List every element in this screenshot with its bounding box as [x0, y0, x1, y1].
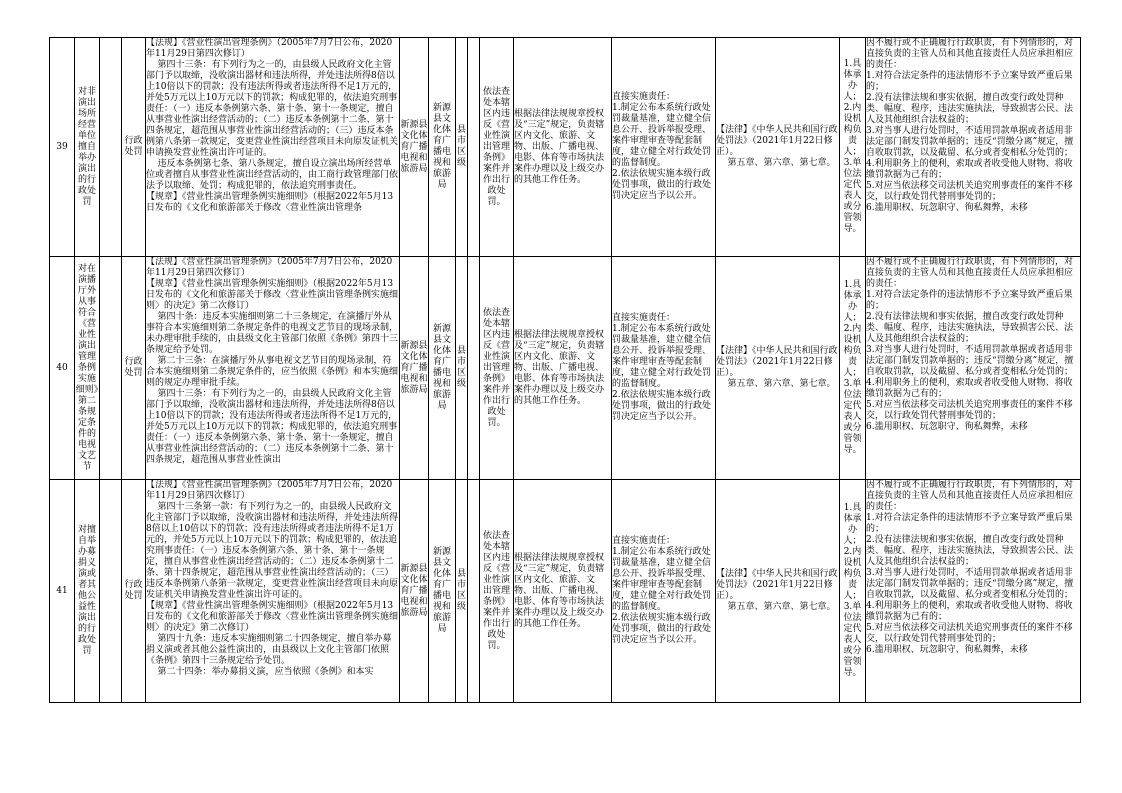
implementation-duty: 直接实施责任： 1.制定公布本系统行政处罚裁量基准，建立健全信息公开、投诉举报受理、案件审理审查等配套制度，建立健全对行政处罚的监督制度。 2.依法依规实施本级行政处罚事项，做出的行政处罚决定应当予以公开。 [612, 38, 716, 257]
duty-content: 依法查处本辖区内违反《营业性演出管理条例》案件并作出行政处罚。 [480, 257, 514, 480]
item-subname [100, 257, 122, 480]
table-row [50, 480, 1081, 703]
blank-cell [468, 480, 480, 703]
item-type: 行政处罚 [122, 38, 146, 257]
implementation-duty: 直接实施责任： 1.制定公布本系统行政处罚裁量基准，建立健全信息公开、投诉举报受理、案件审理审查等配套制度，建立健全对行政处罚的监督制度。 2.依法依规实施本级行政处罚事项，做出的行政处罚决定应当予以公开。 [612, 480, 716, 703]
blank-cell [468, 257, 480, 480]
item-type: 行政处罚 [122, 257, 146, 480]
duty-content: 依法查处本辖区内违反《营业性演出管理条例》案件并作出行政处罚。 [480, 38, 514, 257]
item-name: 对在演播厅外从事符合《营业性演出管理条例实施细则》第二条规定条件的电视文艺节 [75, 257, 100, 480]
liability-clauses: 因不履行或不正确履行行政职责，有下列情形的，对直接负责的主管人员和其他直接责任人员应承担相应的责任： 1.对符合法定条件的违法情形不予立案导致严重后果的； 2.没有法律法规和事实依据，擅自改变行政处罚种类、幅度、程序，违法实施执法，导致损害公民、法人及其他组织合法权益的； 3.对当事人进行处罚时，不适用罚款单据或者适用非法定部门制发罚款单据的；违反“罚缴分离”规定，擅自收取罚款，以及截留、私分或者变相私分处罚的； 4.利用职务上的便利，索取或者收受他人财物、将收缴罚款据为己有的； 5.对应当依法移交司法机关追究刑事责任的案件不移交，以行政处罚代替刑事处罚的； 6.滥用职权、玩忽职守、徇私舞弊，未移 [866, 38, 1081, 257]
implementing-dept: 新源县文化体育广播电视和旅游局 [400, 257, 429, 480]
admin-level: 县市区级 [456, 257, 468, 480]
row-seq: 40 [50, 257, 75, 480]
responsible-subject: 1.具体承办人；2.内设机构负责人；3.单位法定代表人或分管领导。 [840, 38, 866, 257]
legal-basis: 【法规】《营业性演出管理条例》（2005年7月7日公布，2020年11月29日第四次修订） 第四十三条：有下列行为之一的，由县级人民政府文化主管部门予以取缔，没收演出器材和违法所得，并处违法所得8倍以上10倍以下的罚款；没有违法所得或者违法所得不足1万元的，并处5万元以上10万元以下的罚款；构成犯罪的，依法追究刑事责任：（一）违反本条例第六条、第十条、第十一条规定，擅自从事营业性演出经营活动的；（二）违反本条例第十二条、第十四条规定，超范围从事营业性演出经营活动的；（三）违反本条例第八条第一款规定，变更营业性演出经营项目未向原发证机关申请换发营业性演出许可证的。 违反本条例第七条、第八条规定，擅自设立演出场所经营单位或者擅自从事营业性演出经营活动的，由工商行政管理部门依法予以取缔、处罚；构成犯罪的，依法追究刑事责任。 【规章】《营业性演出管理条例实施细则》（根据2022年5月13日发布的《文化和旅游部关于修改〈营业性演出管理条 [146, 38, 400, 257]
item-type: 行政处罚 [122, 480, 146, 703]
responsible-dept: 新源县文化体育广播电视和旅游局 [429, 480, 456, 703]
item-subname [100, 480, 122, 703]
responsible-subject: 1.具体承办人；2.内设机构负责人；3.单位法定代表人或分管领导。 [840, 257, 866, 480]
legal-basis: 【法规】《营业性演出管理条例》（2005年7月7日公布，2020年11月29日第四次修订） 第四十三条第一款：有下列行为之一的，由县级人民政府文化主管部门予以取缔，没收演出器材和违法所得，并处违法所得8倍以上10倍以下的罚款；没有违法所得或者违法所得不足1万元的，并处5万元以上10万元以下的罚款；构成犯罪的，依法追究刑事责任：（一）违反本条例第六条、第十条、第十一条规定，擅自从事营业性演出经营活动的；（二）违反本条例第十二条、第十四条规定，超范围从事营业性演出经营活动的；（三）违反本条例第八条第一款规定，变更营业性演出经营项目未向原发证机关申请换发营业性演出许可证的。 【规章】《营业性演出管理条例实施细则》（根据2022年5月13日发布的《文化和旅游部关于修改〈营业性演出管理条例实施细则〉的决定》第二次修订） 第四十九条：违反本实施细则第二十四条规定，擅自举办募捐义演或者其他公益性演出的，由县级以上文化主管部门依照《条例》第四十三条规定给予处罚。 第二十四条：举办募捐义演，应当依照《条例》和本实 [146, 480, 400, 703]
duty-scope: 根据法律法规规章授权及“三定”规定，负责辖区内文化、旅游、文物、出版、广播电视、电影、体育等市场执法案件办理以及上级交办的其他工作任务。 [514, 257, 612, 480]
item-name: 对擅自举办募捐义演或者其他公益性演出的行政处罚 [75, 480, 100, 703]
row-seq: 39 [50, 38, 75, 257]
accountability-law: 【法律】《中华人民共和国行政处罚法》（2021年1月22日修正）。 第五章、第六章、第七章。 [716, 480, 840, 703]
power-list-table [49, 37, 1081, 703]
responsible-subject: 1.具体承办人；2.内设机构负责人；3.单位法定代表人或分管领导。 [840, 480, 866, 703]
table-row [50, 257, 1081, 480]
responsible-dept: 新源县文化体育广播电视和旅游局 [429, 38, 456, 257]
liability-clauses: 因不履行或不正确履行行政职责，有下列情形的，对直接负责的主管人员和其他直接责任人员应承担相应的责任： 1.对符合法定条件的违法情形不予立案导致严重后果的； 2.没有法律法规和事实依据，擅自改变行政处罚种类、幅度、程序，违法实施执法，导致损害公民、法人及其他组织合法权益的； 3.对当事人进行处罚时，不适用罚款单据或者适用非法定部门制发罚款单据的；违反“罚缴分离”规定，擅自收取罚款，以及截留、私分或者变相私分处罚的； 4.利用职务上的便利，索取或者收受他人财物、将收缴罚款据为己有的； 5.对应当依法移交司法机关追究刑事责任的案件不移交，以行政处罚代替刑事处罚的； 6.滥用职权、玩忽职守、徇私舞弊，未移 [866, 480, 1081, 703]
implementation-duty: 直接实施责任： 1.制定公布本系统行政处罚裁量基准，建立健全信息公开、投诉举报受理、案件审理审查等配套制度，建立健全对行政处罚的监督制度。 2.依法依规实施本级行政处罚事项，做出的行政处罚决定应当予以公开。 [612, 257, 716, 480]
responsible-dept: 新源县文化体育广播电视和旅游局 [429, 257, 456, 480]
table-row [50, 38, 1081, 257]
duty-scope: 根据法律法规规章授权及“三定”规定，负责辖区内文化、旅游、文物、出版、广播电视、电影、体育等市场执法案件办理以及上级交办的其他工作任务。 [514, 480, 612, 703]
duty-scope: 根据法律法规规章授权及“三定”规定，负责辖区内文化、旅游、文物、出版、广播电视、电影、体育等市场执法案件办理以及上级交办的其他工作任务。 [514, 38, 612, 257]
row-seq: 41 [50, 480, 75, 703]
admin-level: 县市区级 [456, 38, 468, 257]
accountability-law: 【法律】《中华人民共和国行政处罚法》（2021年1月22日修正）。 第五章、第六章、第七章。 [716, 257, 840, 480]
implementing-dept: 新源县文化体育广播电视和旅游局 [400, 38, 429, 257]
duty-content: 依法查处本辖区内违反《营业性演出管理条例》案件并作出行政处罚。 [480, 480, 514, 703]
admin-level: 县市区级 [456, 480, 468, 703]
blank-cell [468, 38, 480, 257]
legal-basis: 【法规】《营业性演出管理条例》（2005年7月7日公布，2020年11月29日第四次修订） 【规章】《营业性演出管理条例实施细则》（根据2022年5月13日发布的《文化和旅游部关于修改〈营业性演出管理条例实施细则〉的决定》第二次修订） 第四十条：违反本实施细则第二十三条规定，在演播厅外从事符合本实施细则第二条规定条件的电视文艺节目的现场录制，未办理审批手续的，由县级文化主管部门依照《条例》第四十三条规定给予处罚。 第二十三条：在演播厅外从事电视文艺节目的现场录制，符合本实施细则第二条规定条件的，应当依照《条例》和本实施细则的规定办理审批手续。 第四十三条：有下列行为之一的，由县级人民政府文化主管部门予以取缔，没收演出器材和违法所得，并处违法所得8倍以上10倍以下的罚款；没有违法所得或者违法所得不足1万元的，并处5万元以上10万元以下的罚款；构成犯罪的，依法追究刑事责任：（一）违反本条例第六条、第十条、第十一条规定，擅自从事营业性演出经营活动的；（二）违反本条例第十二条、第十四条规定，超范围从事营业性演出 [146, 257, 400, 480]
implementing-dept: 新源县文化体育广播电视和旅游局 [400, 480, 429, 703]
item-name: 对非演出场所经营单位擅自举办演出的行政处罚 [75, 38, 100, 257]
liability-clauses: 因不履行或不正确履行行政职责，有下列情形的，对直接负责的主管人员和其他直接责任人员应承担相应的责任： 1.对符合法定条件的违法情形不予立案导致严重后果的； 2.没有法律法规和事实依据，擅自改变行政处罚种类、幅度、程序，违法实施执法，导致损害公民、法人及其他组织合法权益的； 3.对当事人进行处罚时，不适用罚款单据或者适用非法定部门制发罚款单据的；违反“罚缴分离”规定，擅自收取罚款，以及截留、私分或者变相私分处罚的； 4.利用职务上的便利，索取或者收受他人财物、将收缴罚款据为己有的； 5.对应当依法移交司法机关追究刑事责任的案件不移交，以行政处罚代替刑事处罚的； 6.滥用职权、玩忽职守、徇私舞弊，未移 [866, 257, 1081, 480]
item-subname [100, 38, 122, 257]
accountability-law: 【法律】《中华人民共和国行政处罚法》（2021年1月22日修正）。 第五章、第六章、第七章。 [716, 38, 840, 257]
